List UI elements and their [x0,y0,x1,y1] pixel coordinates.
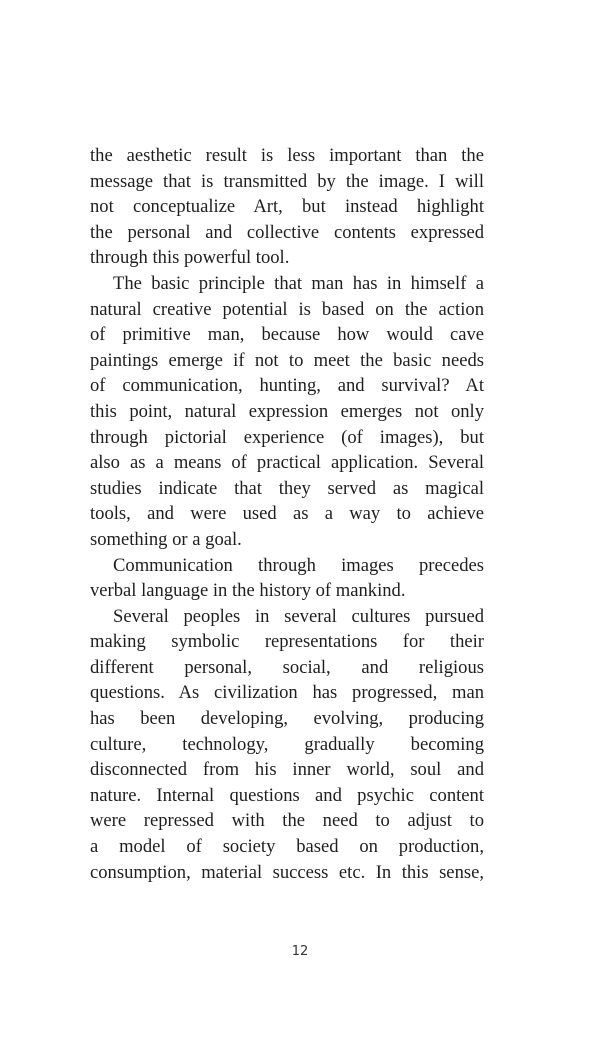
text-line: were repressed with the need to adjust to [90,810,484,832]
text-line: of primitive man, because how would cave [90,324,484,346]
text-line: this point, natural expression emerges not only [90,400,484,422]
text-line: the aesthetic result is less important than the [90,145,484,166]
text-line: making symbolic representations for their [90,631,484,653]
body-text [90,143,484,885]
text-line: the personal and collective contents expressed [90,221,484,243]
text-line: questions. As civilization has progressed, man [90,682,484,704]
text-line: message that is transmitted by the image. I will [90,170,484,192]
text-line: consumption, material success etc. In this sense, [90,861,484,883]
page-number: 12 [291,944,309,959]
text-line: through this powerful tool. [90,247,290,269]
text-line: verbal language in the history of mankind. [90,580,406,602]
text-line: natural creative potential is based on the action [90,298,484,320]
text-line: different personal, social, and religious [90,656,484,678]
text-line: culture, technology, gradually becoming [90,733,484,755]
text-line: a model of society based on production, [90,836,484,858]
text-line: disconnected from his inner world, soul and [90,759,484,781]
text-line: nature. Internal questions and psychic content [90,784,484,806]
text-line: Several peoples in several cultures pursued [113,605,484,627]
text-line: of communication, hunting, and survival? At [90,375,484,397]
text-line: also as a means of practical application. Several [90,452,484,474]
text-line: paintings emerge if not to meet the basic needs [90,349,484,371]
text-line: not conceptualize Art, but instead highlight [90,196,484,218]
text-line: studies indicate that they served as magical [90,477,484,499]
text-line: through pictorial experience (of images), but [90,426,484,448]
text-line: Communication through images precedes [113,554,484,576]
text-line: The basic principle that man has in himself a [113,272,484,294]
text-line: something or a goal. [90,528,242,550]
text-line: has been developing, evolving, producing [90,708,484,730]
text-line: tools, and were used as a way to achieve [90,503,484,525]
